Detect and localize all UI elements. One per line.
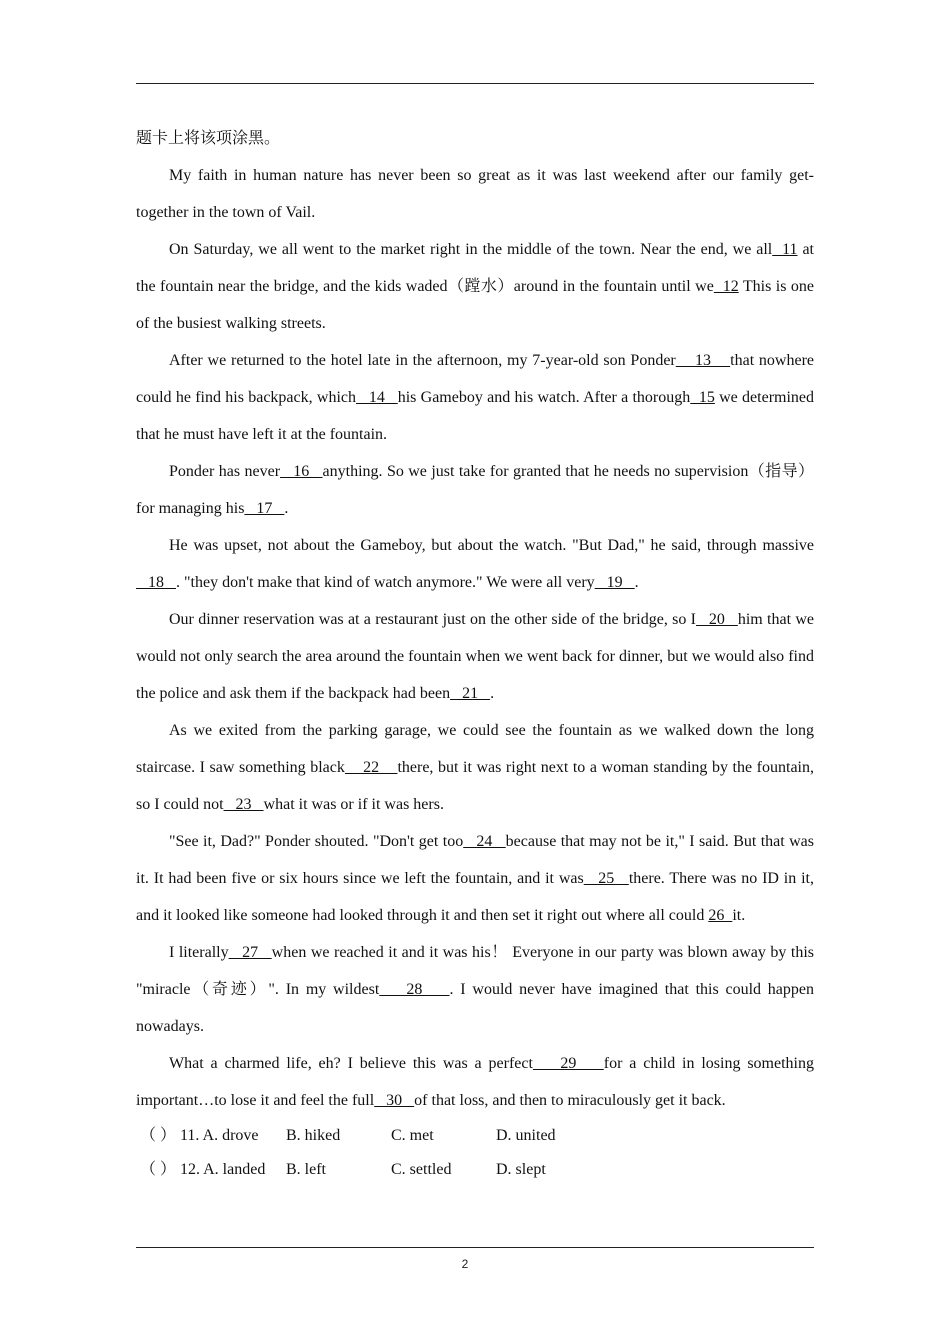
passage-text: As we exited from the parking garage, we could see the fountain as we walked down the long staircase. I saw something black (136, 722, 814, 776)
question-option-d: D. united (496, 1127, 556, 1144)
page-number: 2 (461, 1257, 469, 1271)
answer-blank: 17 (244, 500, 285, 517)
intro-tail: 题卡上将该项涂黑。 (136, 130, 281, 147)
passage-text: of that loss, and then to miraculously get it back. (414, 1092, 726, 1109)
passage-text: it. (732, 907, 746, 924)
passage-text: Our dinner reservation was at a restaurant just on the other side of the bridge, so I (169, 611, 696, 628)
answer-blank: 29 (532, 1055, 604, 1072)
answer-blank: 11 (772, 241, 798, 258)
passage-text: This is one of the busiest walking streets. (136, 278, 814, 332)
passage-text: . "they don't make that kind of watch anymore." We were all very (176, 574, 595, 591)
question-row (136, 1119, 814, 1153)
header-rule (136, 83, 814, 84)
answer-blank: 25 (583, 870, 629, 887)
answer-blank: 22 (344, 759, 398, 776)
passage-text: that nowhere could he find his backpack, which (136, 352, 815, 406)
passage-text: we determined that he must have left it at the fountain. (136, 389, 815, 443)
answer-blank: 19 (594, 574, 635, 591)
passage-text: What a charmed life, eh? I believe this was a perfect (169, 1055, 533, 1072)
passage-text: there. There was no ID in it, and it looked like someone had looked through it and then set it right out where all could (136, 870, 814, 924)
answer-paren: （ ） (140, 1127, 177, 1144)
passage-text: . (490, 685, 495, 702)
question-option-b: B. left (286, 1161, 326, 1178)
answer-blank: 24 (463, 833, 506, 850)
question-option-b: B. hiked (286, 1127, 341, 1144)
passage-paragraph (136, 934, 814, 1045)
passage-paragraph (136, 231, 814, 342)
answer-blank: 13 (675, 352, 731, 369)
answer-blank: 21 (450, 685, 491, 702)
passage-paragraph (136, 527, 814, 601)
passage-paragraph (136, 712, 814, 823)
answer-blank: 27 (228, 944, 272, 961)
passage-paragraph (136, 601, 814, 712)
passage-text: He was upset, not about the Gameboy, but about the watch. "But Dad," he said, through massive (169, 537, 814, 554)
question-option-a: 12. A. landed (180, 1161, 266, 1178)
answer-blank: 20 (696, 611, 738, 628)
passage-text: "See it, Dad?" Ponder shouted. "Don't get too (169, 833, 464, 850)
question-option-c: C. settled (391, 1161, 452, 1178)
passage-text: his Gameboy and his watch. After a thorough (397, 389, 691, 406)
passage-text: . I would never have imagined that this could happen nowadays. (136, 981, 814, 1035)
passage-paragraph (136, 453, 814, 527)
passage-paragraph (136, 823, 814, 934)
question-option-a: 11. A. drove (180, 1127, 259, 1144)
passage-text: My faith in human nature has never been so great as it was last weekend after our family get-together in the town of Vail. (136, 167, 814, 221)
answer-paren: （ ） (140, 1161, 177, 1178)
question-option-c: C. met (391, 1127, 434, 1144)
passage-text: After we returned to the hotel late in the afternoon, my 7-year-old son Ponder (169, 352, 676, 369)
passage-text: I literally (169, 944, 229, 961)
answer-blank: 16 (280, 463, 323, 480)
passage-text: anything. So we just take for granted that he needs no supervision（指导）for managing his (136, 463, 815, 517)
passage-paragraph (136, 157, 814, 231)
passage-text: him that we would not only search the area around the fountain when we went back for dinner, but we would also find the police and ask them if the backpack had been (136, 611, 815, 702)
question-row (136, 1153, 814, 1187)
passage-text: On Saturday, we all went to the market right in the middle of the town. Near the end, we all (169, 241, 773, 258)
passage-text: for a child in losing something important…to lose it and feel the full (136, 1055, 814, 1109)
passage-text: . (284, 500, 289, 517)
answer-blank: 30 (374, 1092, 415, 1109)
question-list (136, 1119, 814, 1187)
answer-blank: 14 (356, 389, 398, 406)
passage-text: there, but it was right next to a woman standing by the fountain, so I could not (136, 759, 814, 813)
passage-paragraph (136, 342, 814, 453)
passage-paragraph (136, 1045, 814, 1119)
passage-text: because that may not be it," I said. But that was it. It had been five or six hours since we left the fountain, and it was (136, 833, 815, 887)
passage-text: . (634, 574, 639, 591)
passage-text: at the fountain near the bridge, and the kids waded（蹚水）around in the fountain until we (136, 241, 814, 295)
answer-blank: 26 (708, 907, 733, 924)
answer-blank: 15 (690, 389, 715, 406)
document-body (136, 120, 814, 1187)
answer-blank: 28 (379, 981, 450, 998)
question-option-d: D. slept (496, 1161, 546, 1178)
passage-text: Ponder has never (169, 463, 281, 480)
passage-text: what it was or if it was hers. (263, 796, 444, 813)
answer-blank: 12 (713, 278, 739, 295)
passage-text: when we reached it and it was his！ Everyone in our party was blown away by this "miracle（奇迹）". In my wildest (136, 944, 815, 998)
answer-blank: 23 (223, 796, 264, 813)
footer-rule (136, 1247, 814, 1248)
cloze-passage (136, 157, 814, 1119)
answer-blank: 18 (136, 574, 176, 591)
